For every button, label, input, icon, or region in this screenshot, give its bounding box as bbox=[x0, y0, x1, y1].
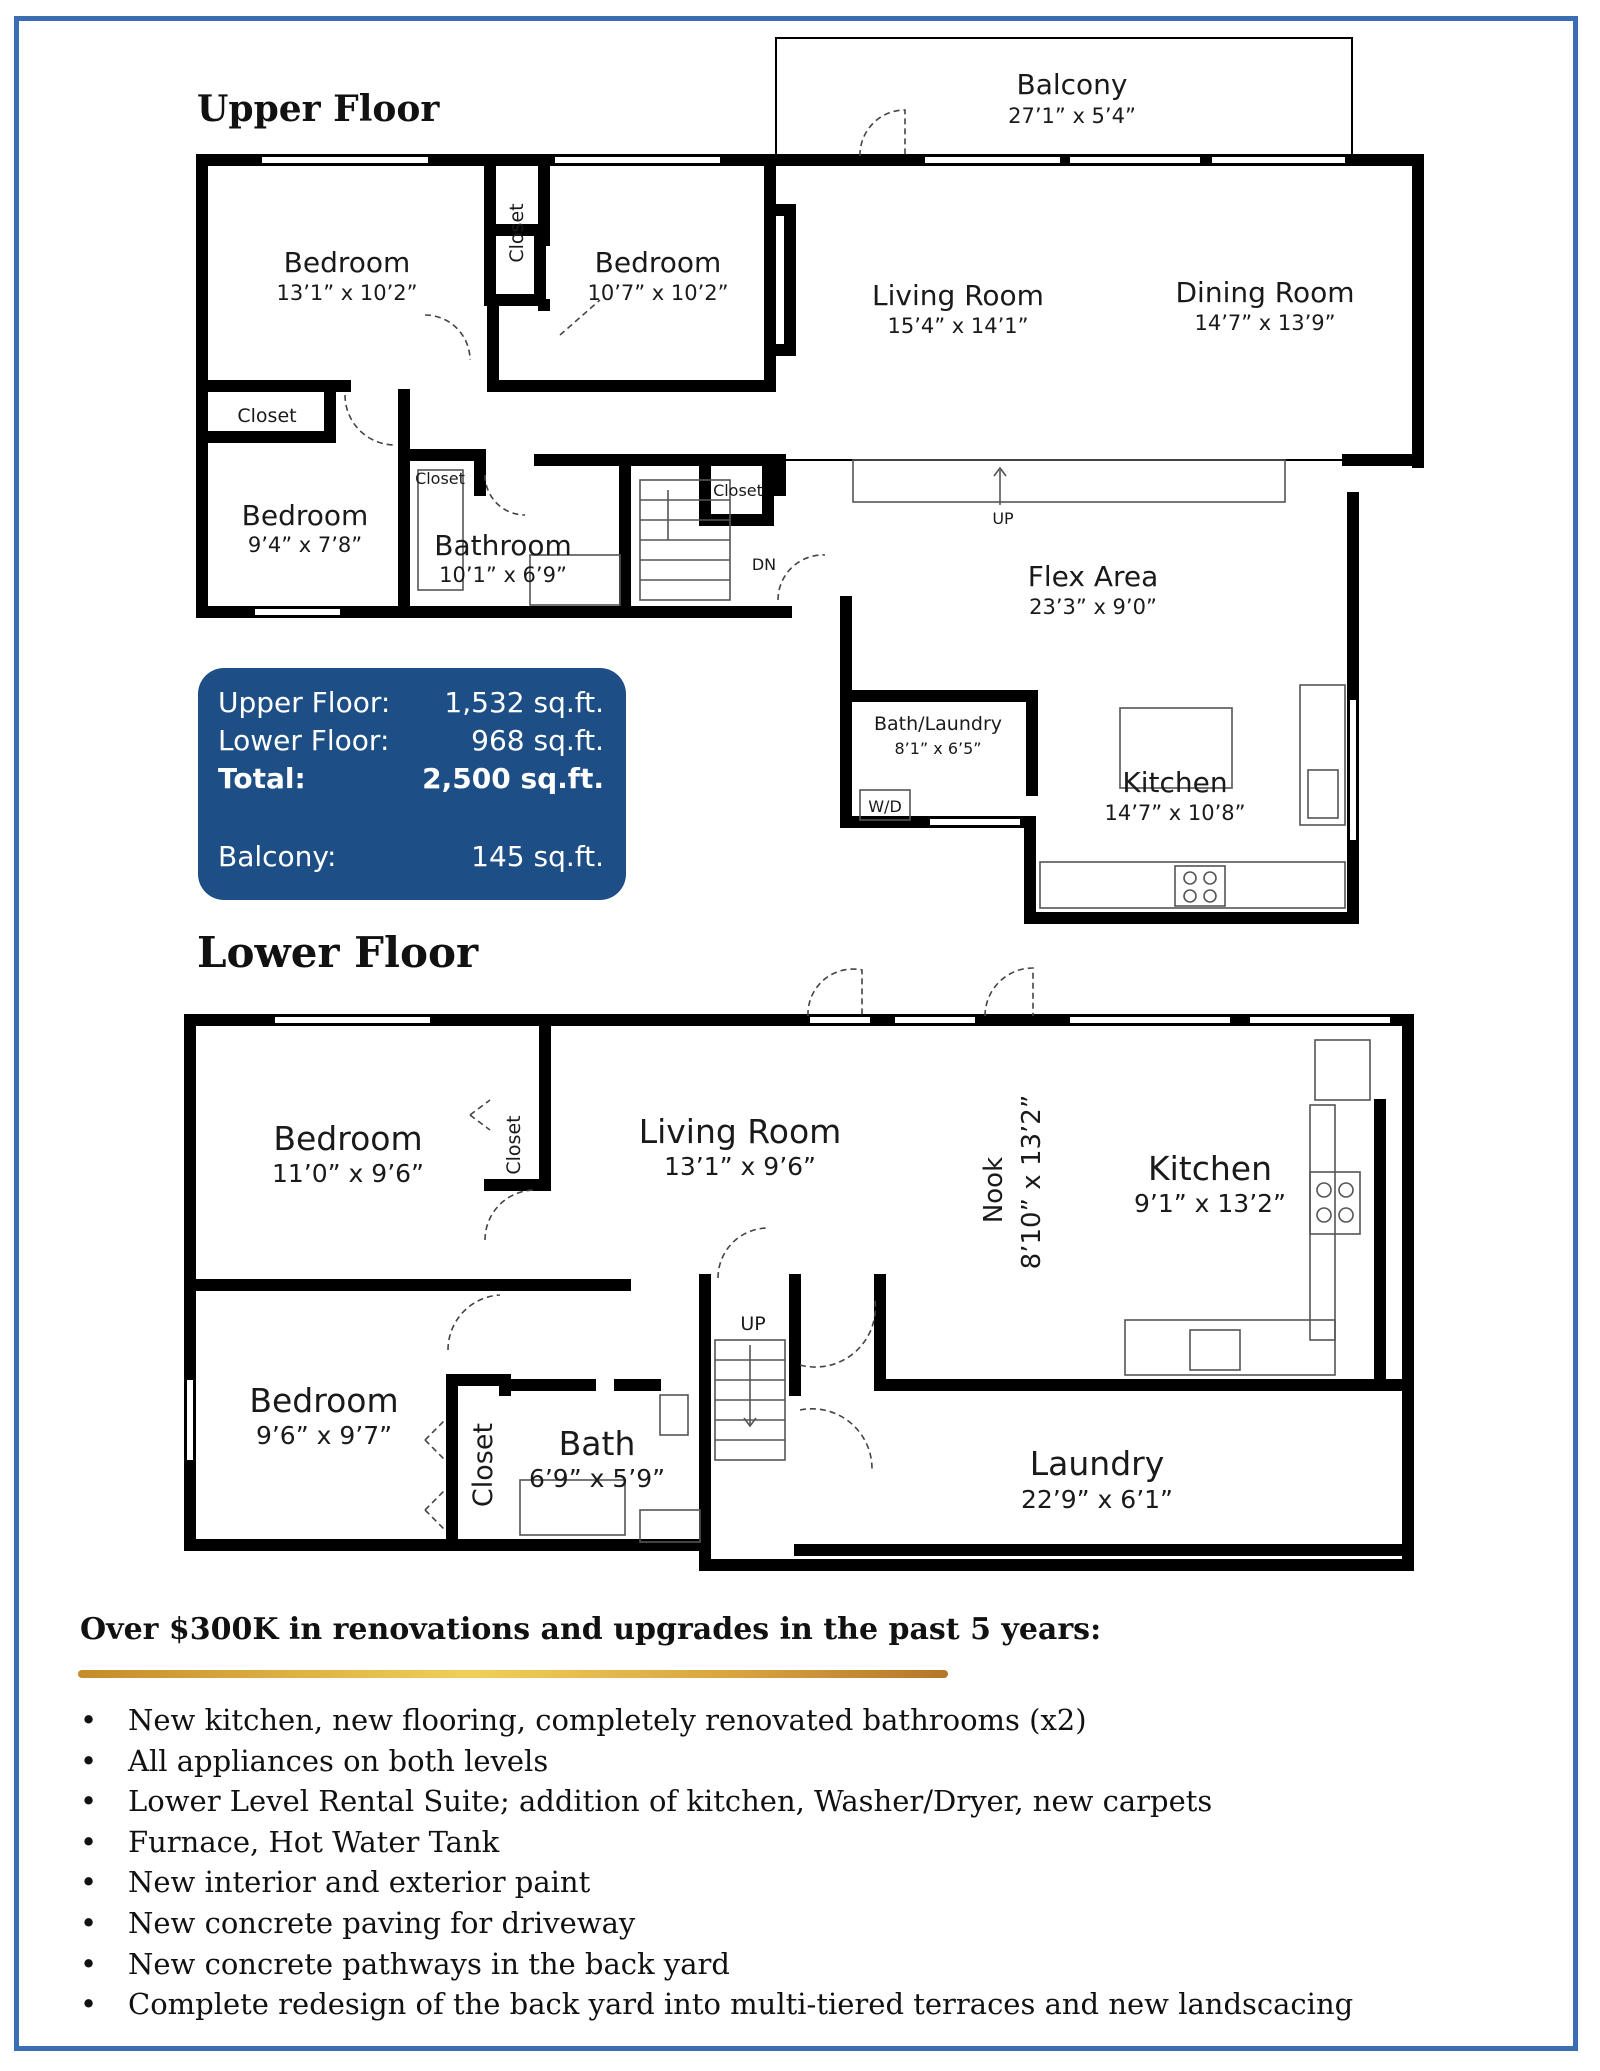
bath-laundry-label: Bath/Laundry bbox=[874, 713, 1002, 735]
area-total-value: 2,500 sq.ft. bbox=[422, 762, 604, 795]
laundry-label: Laundry bbox=[1029, 1444, 1165, 1483]
lower-kitchen-dims: 9’1” x 13’2” bbox=[1133, 1189, 1287, 1218]
upper-kitchen-sink bbox=[1308, 770, 1338, 818]
nook-dims: 8’10” x 13’2” bbox=[1017, 1094, 1047, 1270]
list-item: • New concrete paving for driveway bbox=[80, 1903, 1353, 1944]
upper-stove bbox=[1175, 866, 1225, 906]
lower-fridge bbox=[1315, 1040, 1370, 1100]
upper-living-label: Living Room bbox=[872, 279, 1044, 312]
lower-living-dims: 13’1” x 9’6” bbox=[663, 1152, 817, 1181]
list-item: • New kitchen, new flooring, completely renovated bathrooms (x2) bbox=[80, 1700, 1353, 1741]
renovations-list bbox=[80, 1700, 1353, 2025]
balcony-label: Balcony bbox=[1016, 68, 1128, 101]
lower-living-label: Living Room bbox=[638, 1112, 842, 1151]
flex-area-label: Flex Area bbox=[1027, 560, 1159, 593]
area-lower-label: Lower Floor: bbox=[218, 724, 390, 757]
area-lower-value: 968 sq.ft. bbox=[471, 724, 604, 757]
upper-bedroom-b-label: Bedroom bbox=[594, 246, 722, 279]
lower-counter-south bbox=[1125, 1320, 1335, 1375]
upper-bathroom-dims: 10’1” x 6’9” bbox=[439, 563, 567, 587]
stairs-down-label: DN bbox=[751, 555, 777, 574]
balcony-dims: 27’1” x 5’4” bbox=[1008, 104, 1136, 128]
laundry-dims: 22’9” x 6’1” bbox=[1020, 1485, 1174, 1514]
area-balcony-label: Balcony: bbox=[218, 840, 337, 873]
upper-closet-b-label: Closet bbox=[237, 405, 297, 427]
area-summary-box bbox=[198, 668, 626, 900]
bath-laundry-dims: 8’1” x 6’5” bbox=[894, 739, 982, 758]
upper-bedroom-b-dims: 10’7” x 10’2” bbox=[587, 281, 729, 305]
area-balcony-value: 145 sq.ft. bbox=[471, 840, 604, 873]
list-item: • Complete redesign of the back yard into multi-tiered terraces and new landscacing bbox=[80, 1984, 1353, 2025]
area-total-label: Total: bbox=[218, 762, 306, 795]
up-step-landing bbox=[853, 460, 1285, 502]
lower-closet-b-label: Closet bbox=[468, 1422, 499, 1508]
upper-kitchen-label: Kitchen bbox=[1122, 766, 1228, 799]
lower-bedroom-b-label: Bedroom bbox=[249, 1381, 399, 1420]
lower-bath-dims: 6’9” x 5’9” bbox=[528, 1464, 666, 1493]
upper-bedroom-a-label: Bedroom bbox=[283, 246, 411, 279]
upper-bathroom-label: Bathroom bbox=[434, 529, 572, 562]
list-item: • New interior and exterior paint bbox=[80, 1862, 1353, 1903]
lower-closet-a-label: Closet bbox=[503, 1115, 525, 1175]
stairs-up-label: UP bbox=[992, 509, 1014, 528]
lower-vanity bbox=[660, 1395, 688, 1435]
upper-closet-d-label: Closet bbox=[713, 481, 763, 500]
lower-stairs bbox=[715, 1340, 785, 1460]
closet-wall bbox=[493, 305, 610, 386]
lower-floor-plan bbox=[190, 968, 1408, 1565]
list-item: • New concrete pathways in the back yard bbox=[80, 1944, 1353, 1985]
list-item: • Furnace, Hot Water Tank bbox=[80, 1822, 1353, 1863]
upper-closet-a-label: Closet bbox=[506, 203, 528, 263]
lower-kitchen-sink bbox=[1190, 1330, 1240, 1370]
nook-label: Nook bbox=[979, 1156, 1009, 1224]
lower-stairs-up-label: UP bbox=[740, 1313, 766, 1335]
upper-floor-title: Upper Floor bbox=[197, 88, 440, 130]
flex-area-dims: 23’3” x 9’0” bbox=[1029, 595, 1157, 619]
upper-kitchen-dims: 14’7” x 10’8” bbox=[1104, 801, 1246, 825]
upper-bedroom-a-dims: 13’1” x 10’2” bbox=[276, 281, 418, 305]
area-upper-label: Upper Floor: bbox=[218, 686, 391, 719]
area-upper-value: 1,532 sq.ft. bbox=[444, 686, 604, 719]
list-item: • Lower Level Rental Suite; addition of kitchen, Washer/Dryer, new carpets bbox=[80, 1781, 1353, 1822]
renovations-title: Over $300K in renovations and upgrades in the past 5 years: bbox=[80, 1612, 1102, 1647]
lower-floor-title: Lower Floor bbox=[197, 928, 479, 977]
lower-bedroom-a-label: Bedroom bbox=[273, 1119, 423, 1158]
lower-bedroom-b-dims: 9’6” x 9’7” bbox=[255, 1421, 393, 1450]
upper-dining-dims: 14’7” x 13’9” bbox=[1194, 311, 1336, 335]
lower-toilet bbox=[640, 1510, 700, 1542]
upper-bedroom-c-dims: 9’4” x 7’8” bbox=[247, 533, 363, 557]
upper-living-dims: 15’4” x 14’1” bbox=[887, 314, 1029, 338]
lower-bath-north-wall bbox=[452, 1380, 655, 1390]
lower-kitchen-label: Kitchen bbox=[1147, 1149, 1273, 1188]
list-item: • All appliances on both levels bbox=[80, 1741, 1353, 1782]
upper-bedroom-c-label: Bedroom bbox=[241, 499, 369, 532]
upper-closet-c-label: Closet bbox=[415, 469, 465, 488]
upper-dining-label: Dining Room bbox=[1175, 276, 1355, 309]
gold-divider bbox=[78, 1670, 948, 1678]
wd-label: W/D bbox=[868, 797, 902, 816]
lower-bedroom-a-dims: 11’0” x 9’6” bbox=[271, 1159, 425, 1188]
lower-bath-label: Bath bbox=[558, 1424, 636, 1463]
